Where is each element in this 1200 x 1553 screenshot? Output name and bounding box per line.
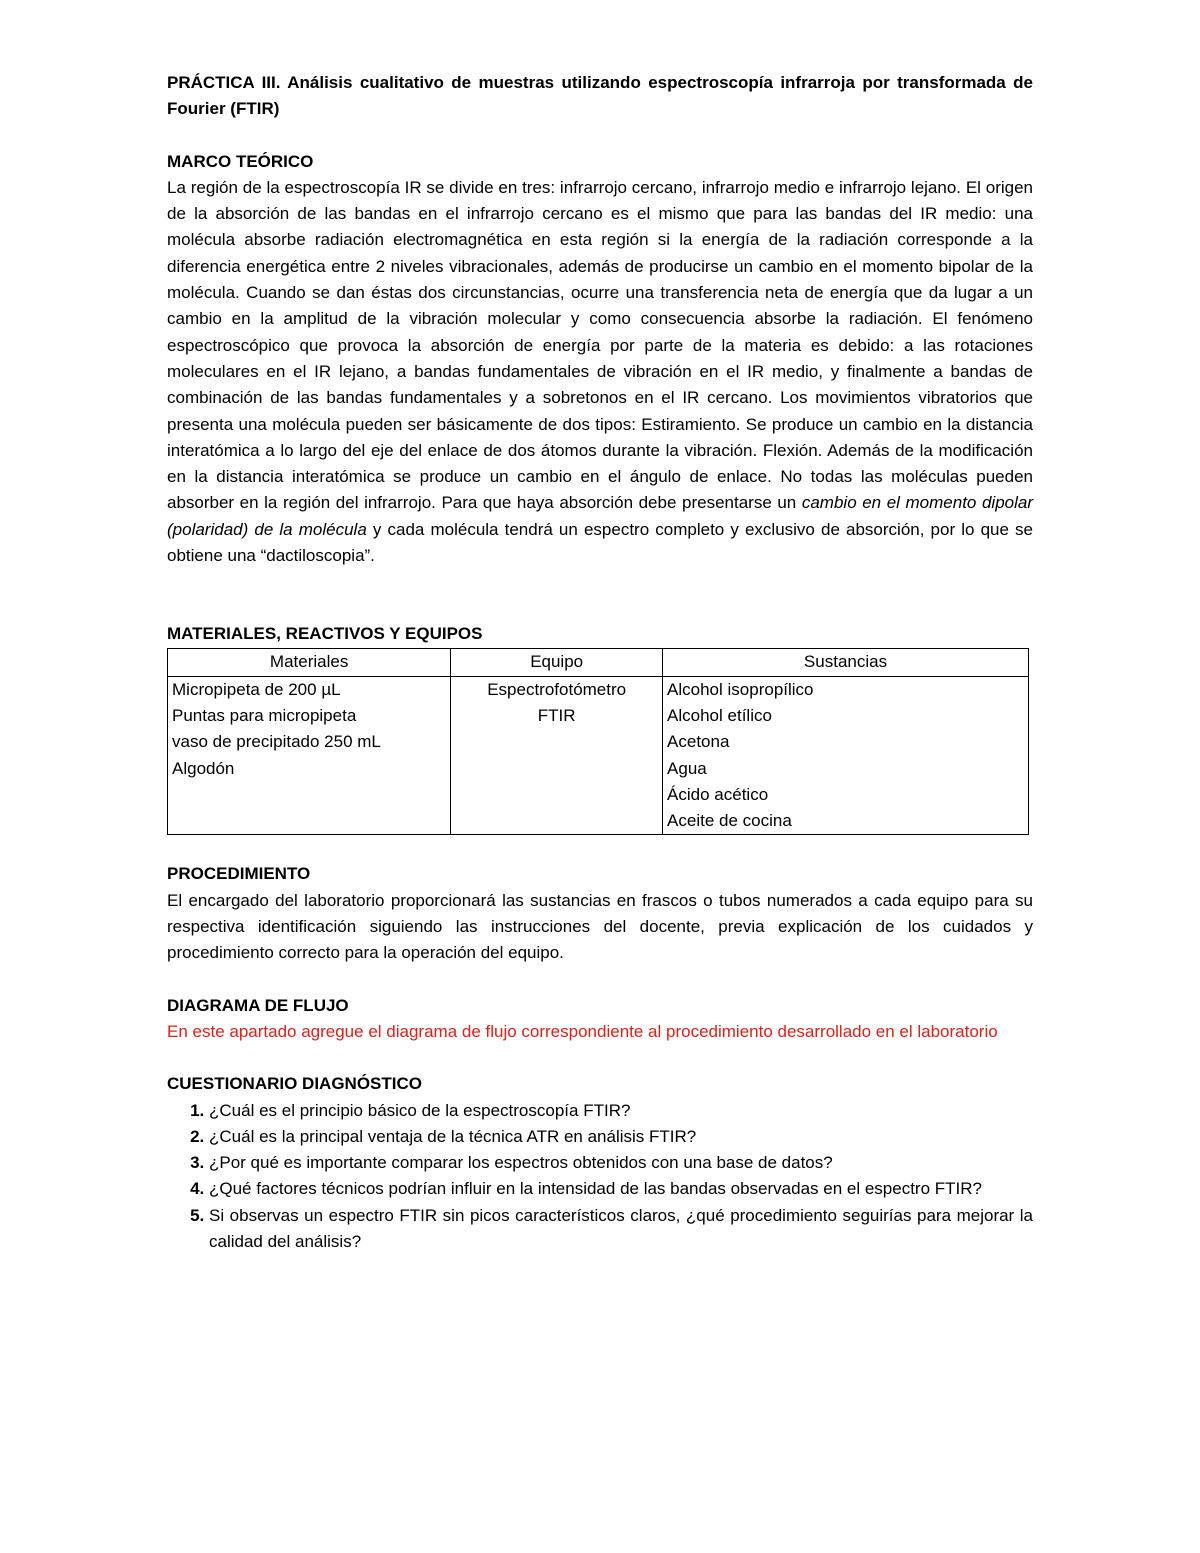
- cuestionario-list: [167, 1098, 1033, 1256]
- list-item: Puntas para micropipeta: [172, 705, 357, 725]
- list-item: vaso de precipitado 250 mL: [172, 732, 381, 752]
- materiales-table: [167, 648, 1029, 836]
- list-item: Micropipeta de 200 µL: [172, 679, 341, 699]
- equipo-cell: [451, 676, 663, 835]
- table-row: [168, 676, 1029, 835]
- question-item: 1. ¿Cuál es el principio básico de la espectroscopía FTIR?: [209, 1098, 1033, 1124]
- list-item: Espectrofotómetro: [487, 679, 627, 699]
- document-page: [167, 70, 1033, 1255]
- document-title: PRÁCTICA III. Análisis cualitativo de muestras utilizando espectroscopía infrarroja por transformada de Fourier (FTIR): [167, 73, 1033, 119]
- marco-text-italic: cambio en el momento dipolar (polaridad) de la molécula: [167, 493, 1033, 539]
- marco-teorico-heading: MARCO TEÓRICO: [167, 151, 314, 171]
- list-item: FTIR: [537, 705, 576, 725]
- materiales-cell: [168, 676, 451, 835]
- procedimiento-paragraph: El encargado del laboratorio proporcionará las sustancias en frascos o tubos numerados a cada equipo para su respectiva identificación siguiendo las instrucciones del docente, previa explicación de los cuidados y procedimiento correcto para la operación del equipo.: [167, 890, 1033, 963]
- diagrama-heading: DIAGRAMA DE FLUJO: [167, 995, 349, 1015]
- table-header-row: [168, 648, 1029, 676]
- sustancias-cell: [663, 676, 1029, 835]
- question-item: 4. ¿Qué factores técnicos podrían influir en la intensidad de las bandas observadas en el espectro FTIR?: [209, 1176, 1033, 1202]
- procedimiento-heading: PROCEDIMIENTO: [167, 864, 311, 884]
- marco-text-start: La región de la espectroscopía IR se divide en tres: infrarrojo cercano, infrarrojo medio e infrarrojo lejano. El origen de la absorción de las bandas en el infrarrojo cercano es el mismo que para las bandas del IR medio: una molécula absorbe radiación electromagnética en esta región si la energía de la radiación corresponde a la diferencia energética entre 2 niveles vibracionales, además de producirse un cambio en el momento bipolar de la molécula. Cuando se dan éstas dos circunstancias, ocurre una transferencia neta de energía que da lugar a un cambio en la amplitud de la vibración molecular y como consecuencia absorbe la radiación. El fenómeno espectroscópico que provoca la absorción de energía por parte de la materia es debido: a las rotaciones moleculares en el IR lejano, a bandas fundamentales de vibración en el IR medio, y finalmente a bandas de combinación de las bandas fundamentales y a sobretonos en el IR cercano. Los movimientos vibratorios que presenta una molécula pueden ser básicamente de dos tipos: Estiramiento. Se produce un cambio en la distancia interatómica a lo largo del eje del enlace de dos átomos durante la vibración. Flexión. Además de la modificación en la distancia interatómica se produce un cambio en el ángulo de enlace. No todas las moléculas pueden absorber en la región del infrarrojo. Para que haya absorción debe presentarse un: [167, 177, 1033, 513]
- table-header-equipo: Equipo: [451, 648, 663, 676]
- list-item: Algodón: [172, 758, 235, 778]
- list-item: Aceite de cocina: [667, 811, 792, 831]
- table-header-sustancias: Sustancias: [663, 648, 1029, 676]
- materiales-heading: MATERIALES, REACTIVOS Y EQUIPOS: [167, 624, 483, 644]
- list-item: Alcohol etílico: [667, 705, 772, 725]
- list-item: Agua: [667, 758, 707, 778]
- question-item: 5. Si observas un espectro FTIR sin picos característicos claros, ¿qué procedimiento seguirías para mejorar la calidad del análisis?: [209, 1203, 1033, 1256]
- cuestionario-heading: CUESTIONARIO DIAGNÓSTICO: [167, 1074, 423, 1094]
- list-item: Ácido acético: [667, 784, 769, 804]
- marco-teorico-paragraph: [167, 175, 1033, 569]
- question-item: 3. ¿Por qué es importante comparar los espectros obtenidos con una base de datos?: [209, 1150, 1033, 1176]
- list-item: Acetona: [667, 732, 730, 752]
- diagrama-instruction: En este apartado agregue el diagrama de flujo correspondiente al procedimiento desarrollado en el laboratorio: [167, 1021, 998, 1041]
- question-item: 2. ¿Cuál es la principal ventaja de la técnica ATR en análisis FTIR?: [209, 1124, 1033, 1150]
- list-item: Alcohol isopropílico: [667, 679, 814, 699]
- marco-text-end: y cada molécula tendrá un espectro completo y exclusivo de absorción, por lo que se obtiene una “dactiloscopia”.: [167, 519, 1034, 566]
- table-header-materiales: Materiales: [168, 648, 451, 676]
